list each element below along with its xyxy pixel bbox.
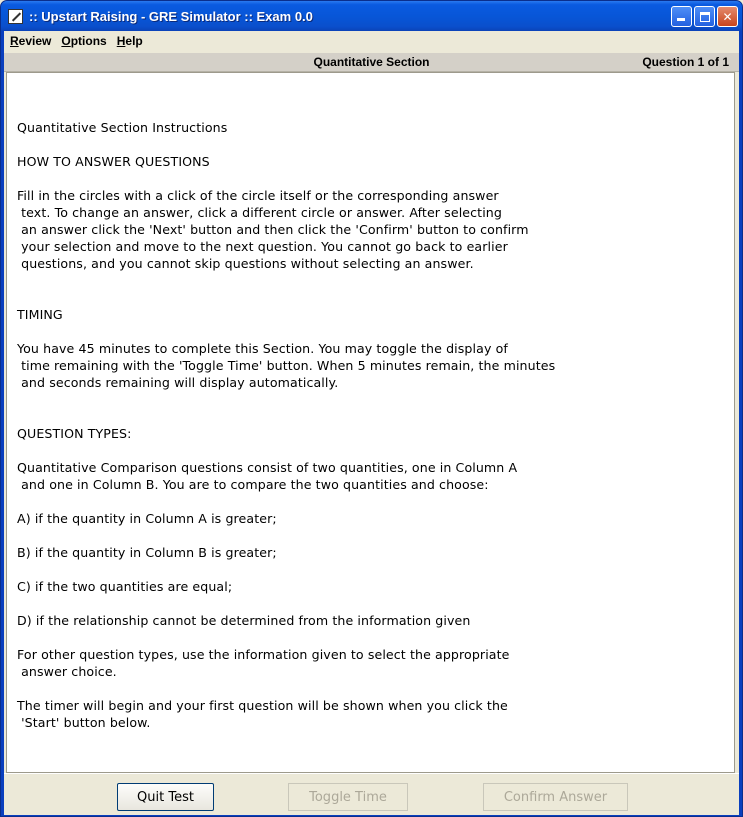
section-header xyxy=(4,53,739,72)
instructions-text: Quantitative Section Instructions HOW TO ANSWER QUESTIONS Fill in the circles with a click of the circle itself or the corresponding answer text. To change an answer, click a different circle or answer. After selecting an answer click the 'Next' button and then click the 'Confirm' button to confirm your selection and move to the next question. You cannot go back to earlier questions, and you cannot skip questions without selecting an answer. TIMING You have 45 minutes to complete this Section. You may toggle the display of time remaining with the 'Toggle Time' button. When 5 minutes remain, the minutes and seconds remaining will display automatically. QUESTION TYPES: Quantitative Comparison questions consist of two quantities, one in Column A and one in Column B. You are to compare the two quantities and choose: A) if the quantity in Column A is greater; B) if the quantity in Column B is greater; C) if the two quantities are equal; D) if the relationship cannot be determined from the information given For other question types, use the information given to select the appropriate answer choice. The timer will begin and your first question will be shown when you click the 'Start' button below. xyxy=(17,120,556,730)
close-icon: ✕ xyxy=(722,9,733,24)
notepad-icon xyxy=(8,9,23,24)
menu-review-label: eview xyxy=(18,34,52,48)
menu-options-mnemonic: O xyxy=(61,34,71,48)
title-bar[interactable] xyxy=(1,1,742,31)
menu-help[interactable] xyxy=(113,31,147,52)
window-controls xyxy=(671,6,738,27)
menu-options[interactable] xyxy=(57,31,110,52)
menu-review-mnemonic: R xyxy=(10,34,19,48)
menu-options-label: ptions xyxy=(70,34,107,48)
menu-review[interactable] xyxy=(6,31,55,52)
maximize-button[interactable] xyxy=(694,6,715,27)
minimize-button[interactable] xyxy=(671,6,692,27)
confirm-answer-button[interactable]: Confirm Answer xyxy=(483,783,628,811)
menu-help-label: elp xyxy=(125,34,143,48)
client-area xyxy=(4,31,739,814)
section-title: Quantitative Section xyxy=(313,55,430,69)
quit-test-button[interactable]: Quit Test xyxy=(117,783,214,811)
menu-help-mnemonic: H xyxy=(116,34,126,48)
instructions-panel[interactable] xyxy=(6,72,735,773)
menu-bar xyxy=(4,31,739,52)
toggle-time-button[interactable]: Toggle Time xyxy=(288,783,408,811)
maximize-icon xyxy=(700,12,710,22)
window-title: :: Upstart Raising - GRE Simulator :: Exam 0.0 xyxy=(29,8,313,24)
close-button[interactable] xyxy=(717,6,738,27)
question-counter: Question 1 of 1 xyxy=(642,55,729,69)
button-bar xyxy=(4,773,739,815)
minimize-icon xyxy=(677,18,685,21)
